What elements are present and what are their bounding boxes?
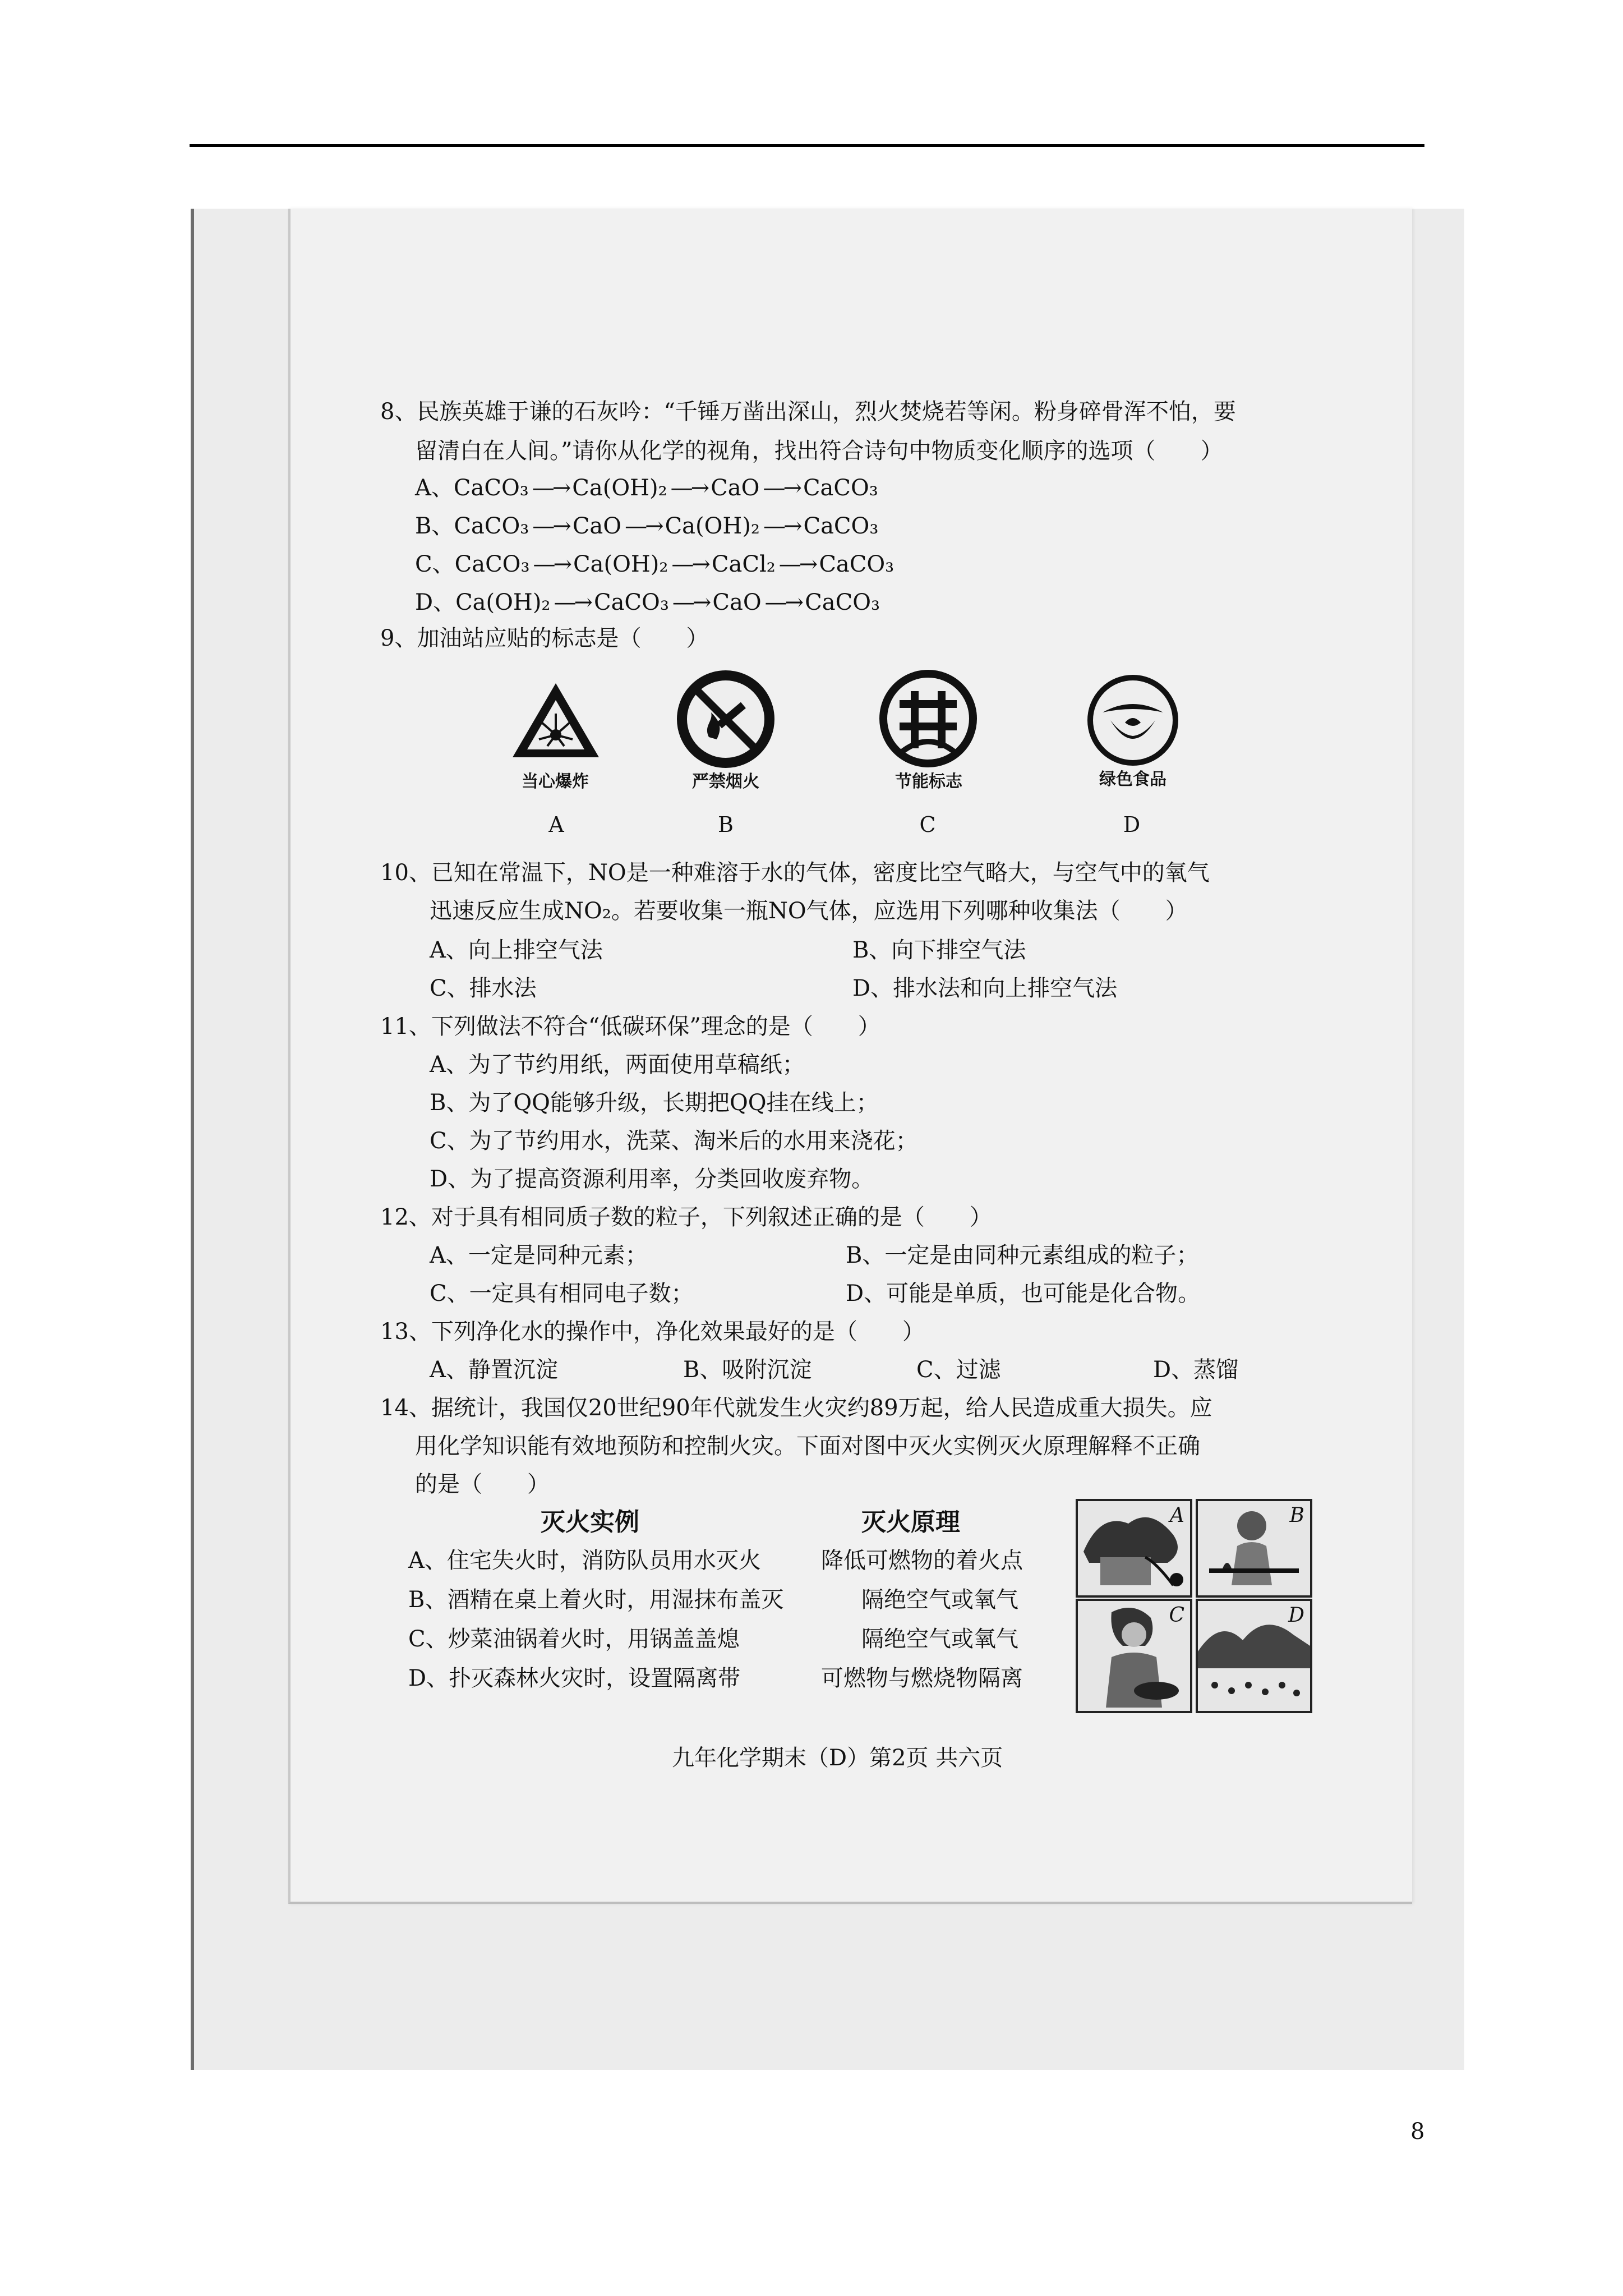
picture-letter-c: C xyxy=(1169,1604,1184,1627)
q13-text: 13、下列净化水的操作中，净化效果最好的是（ ） xyxy=(380,1319,925,1345)
q14-picture-a xyxy=(1076,1499,1192,1598)
exam-content xyxy=(291,209,1412,1902)
exam-footer: 九年化学期末（D）第2页 共六页 xyxy=(672,1745,1003,1771)
q8-option-c: C、CaCO₃ —→ Ca(OH)₂ —→ CaCl₂ —→ CaCO₃ xyxy=(415,551,895,577)
q12-text: 12、对于具有相同质子数的粒子，下列叙述正确的是（ ） xyxy=(380,1204,992,1230)
q13-option-a: A、静置沉淀 xyxy=(430,1357,558,1383)
q13-option-d: D、蒸馏 xyxy=(1153,1357,1239,1383)
q14-line-3: 的是（ ） xyxy=(415,1471,550,1497)
q8-line-2: 留清白在人间。”请你从化学的视角，找出符合诗句中物质变化顺序的选项（ ） xyxy=(415,438,1223,464)
arrow-icon: —→ xyxy=(532,513,569,539)
q14-row-c-principle: 隔绝空气或氧气 xyxy=(861,1626,1018,1652)
q10-line-1: 10、已知在常温下，NO是一种难溶于水的气体，密度比空气略大，与空气中的氧气 xyxy=(380,860,1210,886)
picture-letter-b: B xyxy=(1289,1504,1304,1527)
q14-line-2: 用化学知识能有效地预防和控制火灾。下面对图中灭火实例灭火原理解释不正确 xyxy=(415,1433,1200,1459)
arrow-icon: —→ xyxy=(532,475,569,501)
q14-picture-d xyxy=(1196,1599,1312,1713)
q10-line-2: 迅速反应生成NO₂。若要收集一瓶NO气体，应选用下列哪种收集法（ ） xyxy=(430,898,1188,924)
arrow-icon: —→ xyxy=(670,475,708,501)
sign-label-c: 节能标志 xyxy=(895,772,962,792)
arrow-icon: —→ xyxy=(763,513,800,539)
q14-row-a-principle: 降低可燃物的着火点 xyxy=(821,1548,1023,1573)
q11-option-d: D、为了提高资源利用率，分类回收废弃物。 xyxy=(430,1166,874,1192)
sign-letter-d: D xyxy=(1123,812,1141,837)
q14-row-d-example: D、扑灭森林火灾时，设置隔离带 xyxy=(408,1665,741,1691)
q11-option-a: A、为了节约用纸，两面使用草稿纸； xyxy=(430,1052,805,1078)
no-smoking-fire-sign-icon xyxy=(676,670,775,769)
sign-letter-b: B xyxy=(718,812,734,837)
q12-option-a: A、一定是同种元素； xyxy=(430,1243,648,1268)
exam-paper xyxy=(288,209,1412,1904)
arrow-icon: —→ xyxy=(763,475,800,501)
sign-label-d: 绿色食品 xyxy=(1099,770,1166,789)
q10-option-b: B、向下排空气法 xyxy=(852,937,1026,963)
arrow-icon: —→ xyxy=(764,590,802,615)
q12-option-b: B、一定是由同种元素组成的粒子； xyxy=(846,1243,1199,1268)
q11-text: 11、下列做法不符合“低碳环保”理念的是（ ） xyxy=(380,1014,880,1039)
arrow-icon: —→ xyxy=(672,590,709,615)
sign-letter-c: C xyxy=(919,812,936,837)
q10-option-d: D、排水法和向上排空气法 xyxy=(852,976,1118,1001)
q14-row-a-example: A、住宅失火时，消防队员用水灭火 xyxy=(408,1548,761,1573)
arrow-icon: —→ xyxy=(778,551,816,577)
arrow-icon: —→ xyxy=(554,590,591,615)
arrow-icon: —→ xyxy=(533,551,570,577)
q14-picture-b xyxy=(1196,1499,1312,1598)
q14-row-b-principle: 隔绝空气或氧气 xyxy=(861,1587,1018,1613)
sign-label-a: 当心爆炸 xyxy=(522,772,589,792)
q8-option-d: D、Ca(OH)₂ —→ CaCO₃ —→ CaO —→ CaCO₃ xyxy=(415,590,880,615)
q14-line-1: 14、据统计，我国仅20世纪90年代就发生火灾约89万起，给人民造成重大损失。应 xyxy=(380,1395,1212,1421)
q14-row-c-example: C、炒菜油锅着火时，用锅盖盖熄 xyxy=(408,1626,740,1652)
q9-text: 9、加油站应贴的标志是（ ） xyxy=(380,625,709,651)
arrow-icon: —→ xyxy=(671,551,708,577)
arrow-icon: —→ xyxy=(625,513,662,539)
q14-row-d-principle: 可燃物与燃烧物隔离 xyxy=(821,1665,1023,1691)
sign-letter-a: A xyxy=(548,812,564,837)
q14-column-example: 灭火实例 xyxy=(541,1508,639,1536)
q14-column-principle: 灭火原理 xyxy=(861,1508,960,1536)
q8-option-a: A、CaCO₃ —→ Ca(OH)₂ —→ CaO —→ CaCO₃ xyxy=(415,475,878,501)
picture-letter-a: A xyxy=(1170,1504,1184,1527)
energy-saving-sign-icon xyxy=(878,669,978,769)
q10-option-a: A、向上排空气法 xyxy=(430,937,603,963)
q14-row-b-example: B、酒精在桌上着火时，用湿抹布盖灭 xyxy=(408,1587,784,1613)
q10-option-c: C、排水法 xyxy=(430,976,537,1001)
q8-option-b: B、CaCO₃ —→ CaO —→ Ca(OH)₂ —→ CaCO₃ xyxy=(415,513,879,539)
q14-picture-c xyxy=(1076,1599,1192,1713)
q13-option-b: B、吸附沉淀 xyxy=(683,1357,812,1383)
green-food-sign-icon xyxy=(1086,673,1180,767)
picture-letter-d: D xyxy=(1288,1604,1304,1627)
q13-option-c: C、过滤 xyxy=(916,1357,1001,1383)
explosion-warning-sign-icon xyxy=(508,679,603,763)
top-rule xyxy=(190,144,1424,147)
sign-label-b: 严禁烟火 xyxy=(692,772,759,792)
q11-option-b: B、为了QQ能够升级，长期把QQ挂在线上； xyxy=(430,1090,879,1116)
q8-line-1: 8、民族英雄于谦的石灰吟：“千锤万凿出深山，烈火焚烧若等闲。粉身碎骨浑不怕，要 xyxy=(380,399,1236,425)
page-number: 8 xyxy=(1410,2119,1425,2145)
scanned-exam-page xyxy=(191,209,1464,2070)
q12-option-d: D、可能是单质，也可能是化合物。 xyxy=(846,1281,1201,1306)
q12-option-c: C、一定具有相同电子数； xyxy=(430,1281,694,1306)
q11-option-c: C、为了节约用水，洗菜、淘米后的水用来浇花； xyxy=(430,1128,918,1154)
